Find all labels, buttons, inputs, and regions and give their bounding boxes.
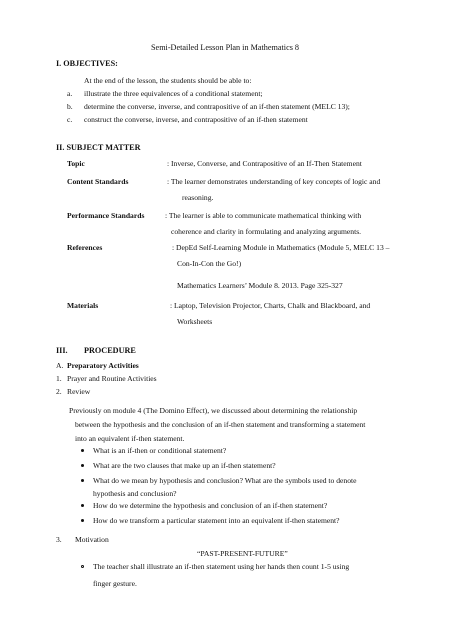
motivation-text-line-1: The teacher shall illustrate an if-then statement using her hands then count 1-5 using	[93, 562, 350, 571]
section-a-marker: A.	[56, 361, 64, 370]
objective-c-marker: c.	[67, 115, 73, 124]
content-standards-value-2: reasoning.	[182, 193, 214, 202]
review-question-1: What is an if-then or conditional statement?	[93, 446, 227, 455]
materials-value-1: : Laptop, Television Projector, Charts, Chalk and Blackboard, and	[170, 301, 371, 310]
item-3-marker: 3.	[56, 535, 62, 544]
references-label: References	[67, 243, 103, 252]
references-value-1: : DepEd Self-Learning Module in Mathematics (Module 5, MELC 13 –	[172, 243, 390, 252]
review-paragraph-line-1: Previously on module 4 (The Domino Effect), we discussed about determining the relationship	[69, 406, 358, 415]
objective-a-marker: a.	[67, 89, 73, 98]
motivation-text-line-2: finger gesture.	[93, 579, 137, 588]
review-question-5: How do we transform a particular statement into an equivalent if-then statement?	[93, 516, 340, 525]
bullet-icon	[81, 479, 84, 482]
item-2-text: Review	[67, 387, 91, 396]
objective-c-text: construct the converse, inverse, and contrapositive of an if-then statement	[84, 115, 308, 124]
bullet-icon	[81, 504, 84, 507]
objective-a-text: illustrate the three equivalences of a conditional statement;	[84, 89, 263, 98]
review-paragraph-line-3: into an equivalent if-then statement.	[75, 434, 185, 443]
performance-standards-label: Performance Standards	[67, 211, 145, 220]
bullet-icon	[81, 449, 84, 452]
performance-standards-value-2: coherence and clarity in formulating and analyzing arguments.	[171, 227, 362, 236]
objective-b-marker: b.	[67, 102, 73, 111]
content-standards-value-1: : The learner demonstrates understanding of key concepts of logic and	[167, 177, 381, 186]
objectives-heading: I. OBJECTIVES:	[56, 59, 118, 68]
references-value-3: Mathematics Learners’ Module 8. 2013. Page 325-327	[177, 281, 343, 290]
materials-label: Materials	[67, 301, 99, 310]
materials-value-2: Worksheets	[177, 317, 213, 326]
review-question-3-line-1: What do we mean by hypothesis and conclusion? What are the symbols used to denote	[93, 476, 357, 485]
bullet-icon	[81, 464, 84, 467]
review-question-2: What are the two clauses that make up an if-then statement?	[93, 461, 276, 470]
objectives-intro: At the end of the lesson, the students should be able to:	[84, 76, 252, 85]
item-2-marker: 2.	[56, 387, 62, 396]
performance-standards-value-1: : The learner is able to communicate mathematical thinking with	[165, 211, 362, 220]
procedure-heading-number: III.	[56, 346, 68, 355]
topic-label: Topic	[67, 159, 85, 168]
motivation-title: “PAST-PRESENT-FUTURE”	[197, 549, 288, 558]
circle-bullet-icon	[81, 565, 84, 568]
content-standards-label: Content Standards	[67, 177, 129, 186]
bullet-icon	[81, 519, 84, 522]
item-3-text: Motivation	[75, 535, 109, 544]
subject-matter-heading: II. SUBJECT MATTER	[56, 143, 141, 152]
topic-value: : Inverse, Converse, and Contrapositive of an If-Then Statement	[167, 159, 362, 168]
document-title: Semi-Detailed Lesson Plan in Mathematics 8	[151, 43, 300, 52]
objective-b-text: determine the converse, inverse, and contrapositive of an if-then statement (MELC 13);	[84, 102, 350, 111]
review-paragraph-line-2: between the hypothesis and the conclusion of an if-then statement and transforming a statement	[75, 420, 366, 429]
references-value-2: Con-In-Con the Go!)	[177, 259, 242, 268]
item-1-text: Prayer and Routine Activities	[67, 374, 157, 383]
review-question-4: How do we determine the hypothesis and conclusion of an if-then statement?	[93, 501, 328, 510]
review-question-3-line-2: hypothesis and conclusion?	[93, 489, 177, 498]
item-1-marker: 1.	[56, 374, 62, 383]
procedure-heading: PROCEDURE	[84, 346, 136, 355]
section-a-title: Preparatory Activities	[67, 361, 139, 370]
